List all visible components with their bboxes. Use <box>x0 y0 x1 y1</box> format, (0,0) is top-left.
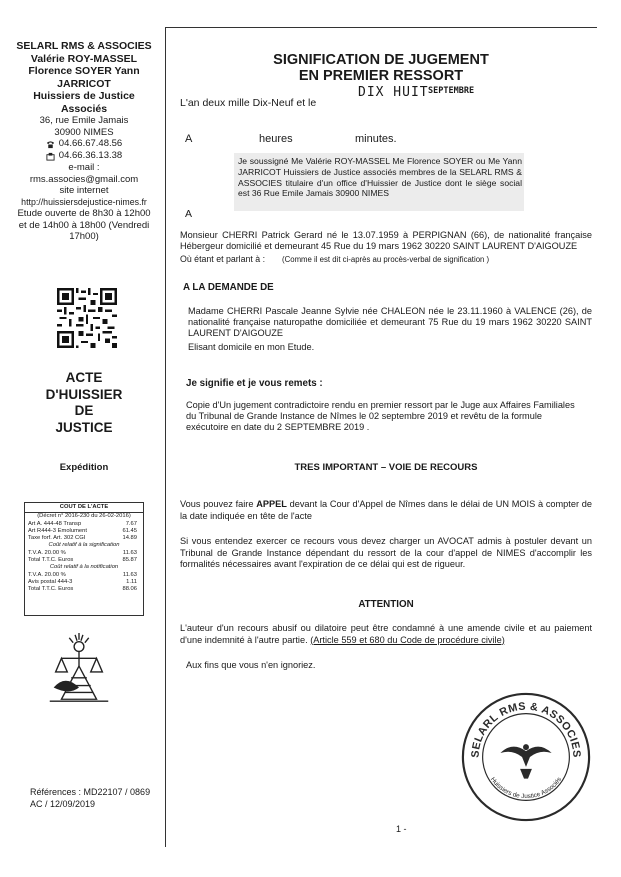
signification-note: (Comme il est dit ci-après au procès-verbal de signification ) <box>282 255 490 264</box>
minutes-label: minutes. <box>355 133 397 145</box>
references <box>30 787 150 810</box>
cost-value: 11.63 <box>122 549 137 556</box>
cost-label: Taxe forf. Art. 302 CGI <box>28 535 86 542</box>
judgment-copy-text: Copie d'Un jugement contradictoire rendu en premier ressort par le Juge aux Affaires Familiales du Tribunal de Grande Instance de Nîmes le 02 septembre 2019 et revêtu de la formule exécutoire en date du 2 SEPTEMBRE 2019 . <box>186 400 575 432</box>
cost-value: 1.11 <box>126 578 137 585</box>
reference-line-2: AC / 12/09/2019 <box>30 798 96 809</box>
hours-label: heures <box>259 133 293 145</box>
telephone-icon <box>46 140 55 149</box>
justice-emblem <box>40 630 118 710</box>
frame-left-line <box>165 27 166 847</box>
partner-name-1: Valérie ROY-MASSEL <box>30 52 138 65</box>
svg-text:Huissiers de Justice Associés <box>489 776 563 800</box>
partner-name-3: JARRICOT <box>57 77 111 90</box>
appeal-word: APPEL <box>256 499 287 509</box>
office-hours-2: et de 14h00 à 18h00 (Vendredi <box>18 219 150 231</box>
cost-label: Avis postal 444-3 <box>28 578 73 585</box>
elisant-domicile: Elisant domicile en mon Etude. <box>188 342 315 352</box>
cost-label: Art R444-3 Emolument <box>28 527 87 534</box>
date-line: L'an deux mille Dix-Neuf et le <box>180 97 317 109</box>
cost-row <box>25 521 143 528</box>
handwritten-month: SEPTEMBRE <box>428 86 475 96</box>
cost-value: 11.63 <box>122 571 137 578</box>
code-reference-link[interactable]: (Article 559 et 680 du Code de procédure civile) <box>310 634 505 645</box>
website-link[interactable]: http://huissiersdejustice-nimes.fr <box>21 196 147 207</box>
frame-top-line <box>165 27 597 28</box>
attention-heading: ATTENTION <box>358 599 414 610</box>
cost-row <box>25 572 143 579</box>
website-label: site internet <box>59 185 109 196</box>
title-line-2: EN PREMIER RESSORT <box>298 68 464 84</box>
recours-heading: TRES IMPORTANT – VOIE DE RECOURS <box>294 462 478 473</box>
partner-name-2: Florence SOYER Yann <box>28 65 140 77</box>
qr-code <box>57 288 117 348</box>
phone-2: 04.66.36.13.38 <box>58 150 123 161</box>
cost-row <box>25 557 143 564</box>
cost-row <box>25 586 143 593</box>
abuse-warning-text <box>180 623 592 646</box>
official-stamp <box>457 688 595 826</box>
address-line-2: 30900 NIMES <box>54 126 114 138</box>
email-link[interactable]: rms.associes@gmail.com <box>29 173 139 185</box>
address-line-1: 36, rue Emile Jamais <box>39 115 129 126</box>
phone-1: 04.66.67.48.56 <box>58 138 123 149</box>
recipient-a-label: A <box>185 208 193 220</box>
cost-value: 14.89 <box>122 535 137 542</box>
cost-value: 61.45 <box>122 527 137 534</box>
cost-label: Art A. 444-48 Transp <box>28 520 82 527</box>
handwritten-day: DIX HUIT <box>358 85 429 100</box>
phone-row-2 <box>8 150 160 162</box>
signifie-heading: Je signifie et je vous remets : <box>186 378 323 389</box>
appeal-text <box>180 499 592 522</box>
document-title <box>165 52 597 84</box>
cost-row <box>25 579 143 586</box>
cost-value: 7.67 <box>125 520 137 527</box>
fax-icon <box>46 152 55 161</box>
cost-label: T.V.A. 20.00 % <box>28 549 66 556</box>
stamp-eagle-icon <box>500 744 551 779</box>
closing-formula: Aux fins que vous n'en ignoriez. <box>186 660 316 670</box>
firm-name: SELARL RMS & ASSOCIES <box>16 40 152 52</box>
office-hours-3: 17h00) <box>69 231 99 242</box>
firm-title-1: Huissiers de Justice <box>33 90 135 102</box>
cost-value: 85.87 <box>122 557 137 564</box>
cost-table <box>24 502 144 616</box>
appeal-pre: Vous pouvez faire <box>180 499 257 509</box>
stamp-bottom-text: Huissiers de Justice Associés <box>488 776 564 801</box>
cost-row <box>25 535 143 542</box>
firm-title-2: Associés <box>60 102 108 115</box>
cost-subheading-2: Coût relatif à la notification <box>49 564 119 571</box>
applicant-text: Madame CHERRI Pascale Jeanne Sylvie née CHALEON née le 23.11.1960 à VALENCE (26), de nationalité française naturopathe domiciliée et demeurant 75 Rue du 19 mars 1962 30220 SAINT LAURENT D'AIGOUZE <box>188 306 592 338</box>
acte-line-3: DE <box>74 403 94 418</box>
expedition-label: Expédition <box>59 462 109 473</box>
cost-label: Total T.T.C. Euros <box>28 557 74 564</box>
cost-header: COUT DE L'ACTE <box>25 503 143 513</box>
time-a-label: A <box>185 133 193 145</box>
acte-line-2: D'HUISSIER <box>45 386 123 402</box>
firm-sidebar <box>8 40 160 243</box>
bailiff-identity-text: Je soussigné Me Valérie ROY-MASSEL Me Florence SOYER ou Me Yann JARRICOT Huissiers de Justice associés membres de la SELARL RMS & ASSOCIES titulaire d'un office d'Huissier de Justice dont le siège social est 36 Rue Emile Jamais 30900 NIMES <box>238 156 522 199</box>
demande-heading: A LA DEMANDE DE <box>183 282 274 293</box>
phone-row-1 <box>8 138 160 150</box>
cost-label: T.V.A. 20.00 % <box>28 571 66 578</box>
cost-row <box>25 528 143 535</box>
cost-value: 88.06 <box>122 586 137 593</box>
email-label: e-mail : <box>68 162 100 173</box>
acte-line-1: ACTE <box>65 370 103 385</box>
cost-label: Total T.T.C. Euros <box>28 586 74 593</box>
acte-heading <box>8 370 160 436</box>
lawyer-text: Si vous entendez exercer ce recours vous devez charger un AVOCAT admis à postuler devant un Tribunal de Grande Instance dépendant du ressort de la cour d'appel de NIMES d'accomplir les formalités nécessaires avant l'expiration de ce délai qui est de rigueur. <box>180 536 592 569</box>
cost-row <box>25 550 143 557</box>
ou-etant-label: Où étant et parlant à : <box>180 254 266 264</box>
acte-line-4: JUSTICE <box>55 419 113 435</box>
cost-rows-1 <box>25 521 143 543</box>
reference-line-1: Références : MD22107 / 0869 <box>30 787 151 797</box>
abuse-warning-pre: L'auteur d'un recours abusif ou dilatoire peut être condamné à une amende civile et au paiement d'une indemnité à l'autre partie. <box>180 623 592 645</box>
recipient-text: Monsieur CHERRI Patrick Gerard né le 13.07.1959 à PERPIGNAN (66), de nationalité française Hébergeur domicilié et demeurant 45 Rue du 19 mars 1962 30220 SAINT LAURENT D'AIGOUZE <box>180 230 592 251</box>
title-line-1: SIGNIFICATION DE JUGEMENT <box>273 52 489 68</box>
cost-decret: (Décret n° 2016-230 du 26-02-2016) <box>37 513 131 520</box>
stamp-top-text: SELARL RMS & ASSOCIES <box>469 700 583 759</box>
cost-subheading-1: Coût relatif à la signification <box>48 542 120 549</box>
page-number: 1 - <box>396 824 407 834</box>
office-hours-1: Etude ouverte de 8h30 à 12h00 <box>17 208 151 219</box>
appeal-post: devant la Cour d'Appel de Nîmes dans le délai de UN MOIS à compter de la date indiquée en tête de l'acte <box>180 499 592 521</box>
